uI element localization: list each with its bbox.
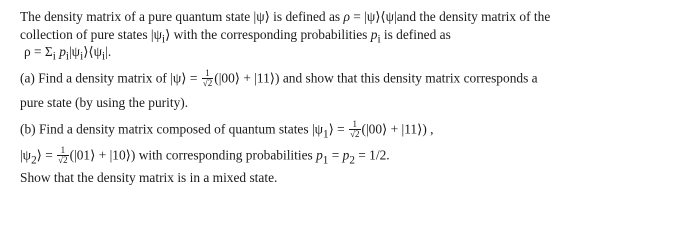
line-7: $|\psi_2⟩$ = $\frac{1}{√2}$ (|01⟩ + |10⟩) with corresponding probabilities $p_1 = p_2 = 1/2$.: [20, 145, 390, 167]
line-2: collection of pure states $|\psi_i⟩$ with the corresponding probabilities $p_i$ is defined as: [20, 27, 451, 46]
line-8: Show that the density matrix is in a mixed state.: [20, 170, 278, 185]
fraction: $\frac{1}{√2}$: [202, 68, 213, 88]
line-6-part-b: (b) Find a density matrix composed of quantum states $|\psi_1⟩$ = $\frac{1}{√2}$ (|00⟩ + |11⟩) ,: [20, 119, 434, 141]
line-3-formula: $\rho = \Sigma_i$ $p_i|\psi_i⟩⟨\psi_i|$.: [24, 44, 112, 63]
fraction: $\frac{1}{√2}$: [58, 145, 68, 165]
line-4-part-a: (a) Find a density matrix of |ψ⟩ = $\frac{1}{√2}$ (|00⟩ + |11⟩) and show that this density matrix corresponds a: [20, 68, 538, 88]
line-5: pure state (by using the purity).: [20, 95, 189, 110]
fraction: $\frac{1}{√2}$: [350, 119, 360, 139]
line-1: The density matrix of a pure quantum state |ψ⟩ is defined as ρ = |ψ⟩⟨ψ|and the density matrix of the: [20, 9, 551, 24]
